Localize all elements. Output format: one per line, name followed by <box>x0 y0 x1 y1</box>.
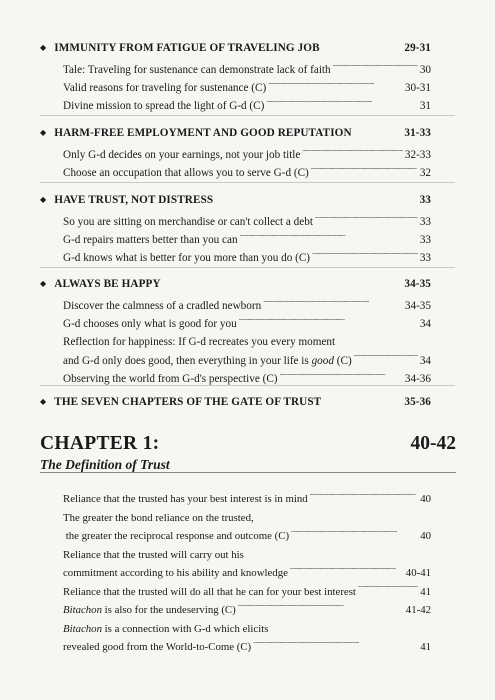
section-title: HARM-FREE EMPLOYMENT AND GOOD REPUTATION <box>54 127 352 139</box>
divider <box>40 267 455 268</box>
section-title: ALWAYS BE HAPPY <box>54 278 161 290</box>
toc-entry-line[interactable]: Reliance that the trusted will carry out his <box>63 548 244 561</box>
toc-section <box>40 278 431 388</box>
toc-entry-line[interactable]: Reflection for happiness: If G-d recreates you every moment <box>63 336 336 349</box>
toc-entry[interactable]: Valid reasons for traveling for sustenance (C) . . . 30-31 <box>63 79 431 97</box>
diamond-bullet-icon: ◆ <box>40 128 47 137</box>
toc-entry[interactable]: commitment according to his ability and knowledge . . . 40-41 <box>63 564 431 583</box>
toc-entry[interactable]: G-d repairs matters better than you can . . . 33 <box>63 231 431 249</box>
section-heading <box>40 127 431 144</box>
toc-entry[interactable]: Bitachon is also for the undeserving (C) . . . 41-42 <box>63 601 431 620</box>
toc-entry[interactable]: So you are sitting on merchandise or can't collect a debt . . . 33 <box>63 213 431 231</box>
toc-entry[interactable]: Choose an occupation that allows you to serve G-d (C) . . . 32 <box>63 164 431 182</box>
section-heading <box>40 278 431 295</box>
section-pages: 35-36 <box>404 396 431 408</box>
toc-entry[interactable]: Reliance that the trusted will do all that he can for your best interest . . . 41 <box>63 583 431 602</box>
toc-entry[interactable]: the greater the reciprocal response and outcome (C) . . . 40 <box>63 527 431 546</box>
toc-entry[interactable]: Tale: Traveling for sustenance can demonstrate lack of faith . . . 30 <box>63 61 431 79</box>
toc-entry[interactable]: Divine mission to spread the light of G-d (C) . . . 31 <box>63 97 431 115</box>
section-pages: 34-35 <box>404 278 431 290</box>
diamond-bullet-icon: ◆ <box>40 397 47 406</box>
section-pages: 31-33 <box>404 127 431 139</box>
toc-entry[interactable]: Observing the world from G-d's perspective (C) . . . 34-36 <box>63 370 431 388</box>
section-title: IMMUNITY FROM FATIGUE OF TRAVELING JOB <box>54 42 320 54</box>
toc-section <box>40 194 431 268</box>
toc-entry-line[interactable]: Bitachon is a connection with G-d which elicits <box>63 622 269 635</box>
divider <box>40 115 455 116</box>
chapter-subtitle: The Definition of Trust <box>40 457 170 472</box>
toc-section <box>40 396 431 413</box>
toc-entry[interactable]: Reliance that the trusted has your best interest is in mind . . . 40 <box>63 490 431 509</box>
section-pages: 33 <box>419 194 431 206</box>
section-heading <box>40 194 431 211</box>
toc-entry[interactable]: G-d knows what is better for you more than you do (C) . . . 33 <box>63 249 431 267</box>
diamond-bullet-icon: ◆ <box>40 195 47 204</box>
section-title: THE SEVEN CHAPTERS OF THE GATE OF TRUST <box>54 396 322 408</box>
toc-entry[interactable]: revealed good from the World-to-Come (C) . . . 41 <box>63 638 431 657</box>
chapter-header <box>40 433 456 473</box>
toc-entry[interactable]: G-d chooses only what is good for you . . . 34 <box>63 315 431 333</box>
section-heading <box>40 42 431 59</box>
toc-entry[interactable]: and G-d only does good, then everything in your life is good (C) . . . 34 <box>63 352 431 370</box>
section-title: HAVE TRUST, NOT DISTRESS <box>54 194 214 206</box>
chapter-rule <box>40 472 456 473</box>
section-heading[interactable] <box>40 396 431 413</box>
divider <box>40 385 455 386</box>
diamond-bullet-icon: ◆ <box>40 43 47 52</box>
section-pages: 29-31 <box>404 42 431 54</box>
diamond-bullet-icon: ◆ <box>40 279 47 288</box>
chapter-pages: 40-42 <box>410 433 456 454</box>
chapter-entries <box>63 490 431 657</box>
toc-entry[interactable]: Discover the calmness of a cradled newborn . . . 34-35 <box>63 297 431 315</box>
toc-entry[interactable]: Only G-d decides on your earnings, not your job title . . . 32-33 <box>63 146 431 164</box>
toc-section <box>40 127 431 182</box>
chapter-title: CHAPTER 1: <box>40 433 160 454</box>
toc-section <box>40 42 431 116</box>
divider <box>40 182 455 183</box>
toc-entry-line[interactable]: The greater the bond reliance on the trusted, <box>63 511 254 524</box>
